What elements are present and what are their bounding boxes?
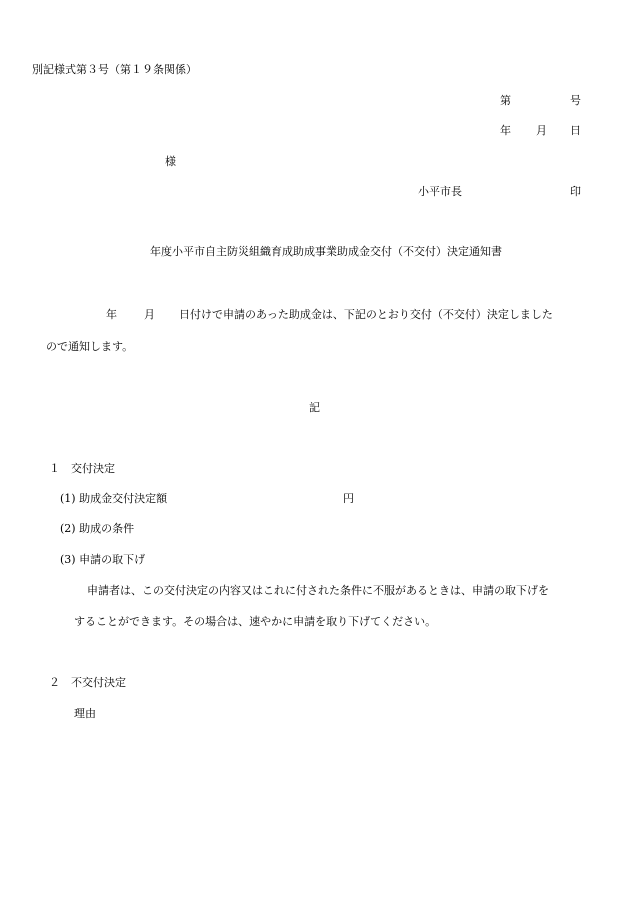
date-hi: 日 (570, 124, 581, 137)
body-tsuki: 月 (144, 308, 155, 321)
addressee-sama: 様 (165, 155, 176, 168)
body-nen: 年 (106, 308, 117, 321)
item-3-text-1: 申請者は、この交付決定の内容又はこれに付された条件に不服があるときは、申請の取下げを (87, 584, 549, 597)
date-tsuki: 月 (536, 124, 547, 137)
section-2-heading: ２ 不交付決定 (49, 676, 126, 689)
number-dai: 第 (500, 94, 511, 107)
body-line-1: 日付けで申請のあった助成金は、下記のとおり交付（不交付）決定しました (179, 308, 553, 321)
item-2-label: (2) 助成の条件 (60, 522, 135, 535)
seal-mark: 印 (570, 185, 581, 198)
ki-heading: 記 (309, 401, 320, 414)
item-3-label: (3) 申請の取下げ (60, 553, 146, 566)
item-3-text-2: することができます。その場合は、速やかに申請を取り下げてください。 (74, 615, 437, 628)
item-1-unit: 円 (343, 492, 354, 505)
body-line-2: ので通知します。 (46, 340, 134, 353)
reason-label: 理由 (74, 707, 96, 720)
section-1-heading: １ 交付決定 (49, 462, 115, 475)
number-go: 号 (570, 94, 581, 107)
issuer-name: 小平市長 (418, 185, 462, 198)
form-label: 別記様式第３号（第１９条関係） (32, 63, 197, 76)
item-1-label: (1) 助成金交付決定額 (60, 492, 168, 505)
document-title: 年度小平市自主防災組織育成助成事業助成金交付（不交付）決定通知書 (150, 245, 502, 258)
date-nen: 年 (500, 124, 511, 137)
